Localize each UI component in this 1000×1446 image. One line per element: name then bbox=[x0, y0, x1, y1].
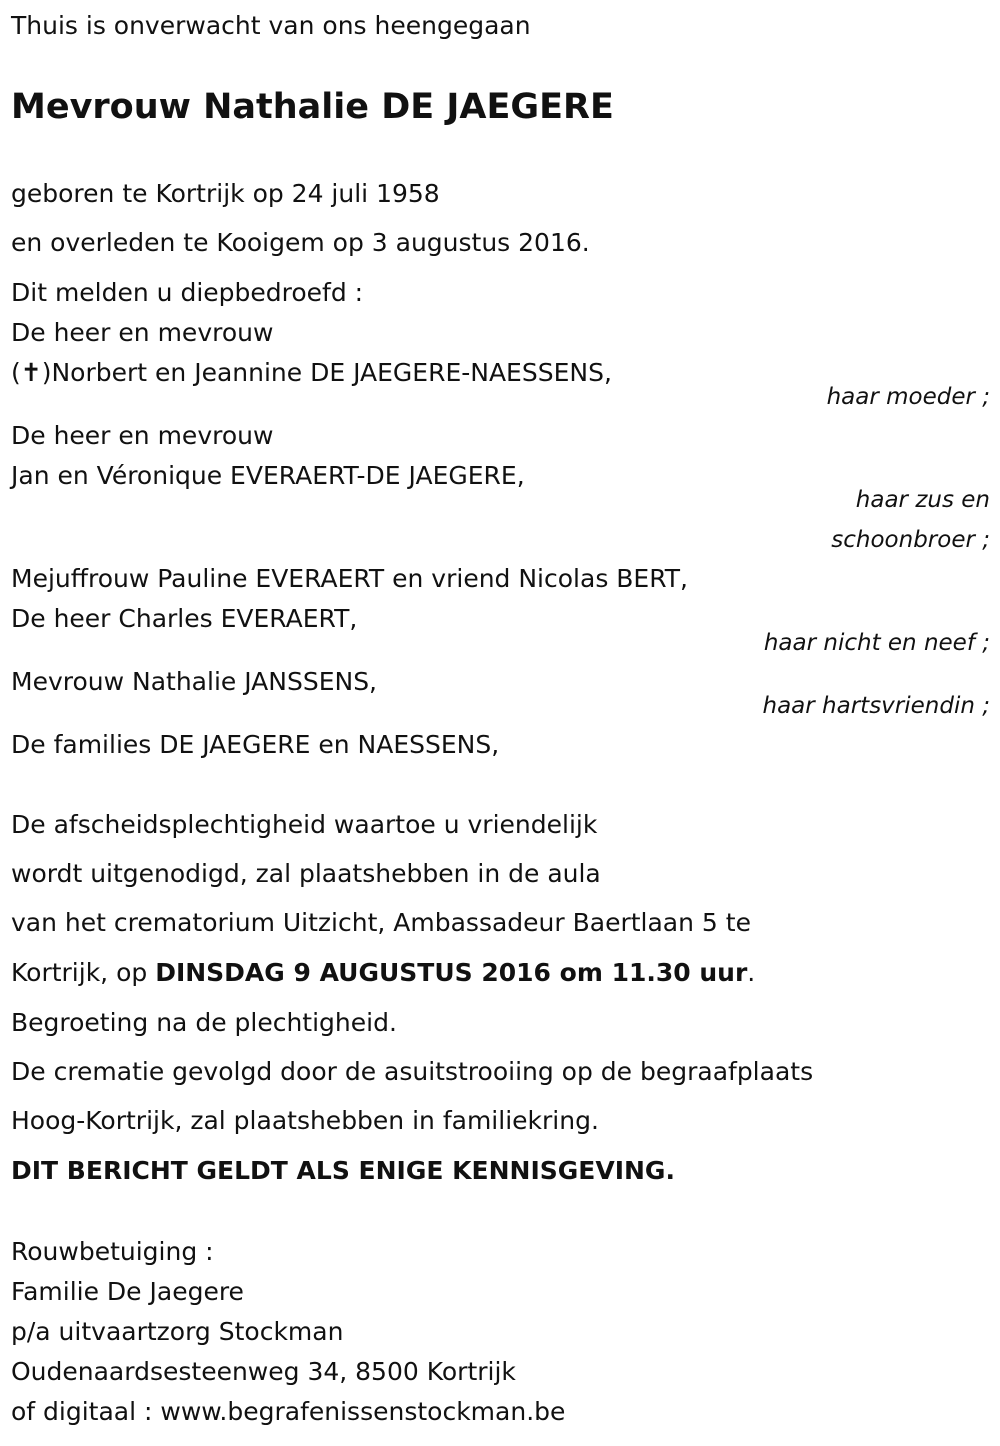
birth-line: geboren te Kortrijk op 24 juli 1958 bbox=[11, 179, 440, 208]
condolence-line-2: p/a uitvaartzorg Stockman bbox=[11, 1317, 344, 1346]
family-parents-names: (✝)Norbert en Jeannine DE JAEGERE-NAESSENS, bbox=[11, 358, 612, 387]
relation-friend: haar hartsvriendin ; bbox=[762, 693, 990, 719]
ceremony-line-4: Kortrijk, op DINSDAG 9 AUGUSTUS 2016 om 11.30 uur. bbox=[11, 958, 756, 987]
ceremony-line-5: Begroeting na de plechtigheid. bbox=[11, 1008, 397, 1037]
relation-sister-2: schoonbroer ; bbox=[831, 527, 990, 553]
announce-line: Dit melden u diepbedroefd : bbox=[11, 278, 364, 307]
family-sister-names: Jan en Véronique EVERAERT-DE JAEGERE, bbox=[11, 461, 525, 490]
intro-text: Thuis is onverwacht van ons heengegaan bbox=[11, 11, 531, 40]
ceremony-line-2: wordt uitgenodigd, zal plaatshebben in de aula bbox=[11, 859, 601, 888]
death-line: en overleden te Kooigem op 3 augustus 2016. bbox=[11, 228, 590, 257]
ceremony-line-1: De afscheidsplechtigheid waartoe u vriendelijk bbox=[11, 810, 598, 839]
family-nephew: De heer Charles EVERAERT, bbox=[11, 604, 358, 633]
cross-icon: ✝ bbox=[20, 358, 42, 387]
condolence-line-1: Familie De Jaegere bbox=[11, 1277, 244, 1306]
friend-name: Mevrouw Nathalie JANSSENS, bbox=[11, 667, 378, 696]
ceremony-line-7: Hoog-Kortrijk, zal plaatshebben in familiekring. bbox=[11, 1106, 599, 1135]
relation-mother: haar moeder ; bbox=[826, 384, 990, 410]
condolence-line-3: Oudenaardsesteenweg 34, 8500 Kortrijk bbox=[11, 1357, 516, 1386]
family-niece: Mejuffrouw Pauline EVERAERT en vriend Nicolas BERT, bbox=[11, 564, 689, 593]
deceased-name: Mevrouw Nathalie DE JAEGERE bbox=[11, 87, 614, 127]
condolence-line-4: of digitaal : www.begrafenissenstockman.be bbox=[11, 1397, 566, 1426]
family-parents-title: De heer en mevrouw bbox=[11, 318, 274, 347]
condolence-heading: Rouwbetuiging : bbox=[11, 1237, 214, 1266]
family-sister-title: De heer en mevrouw bbox=[11, 421, 274, 450]
ceremony-line-3: van het crematorium Uitzicht, Ambassadeur Baertlaan 5 te bbox=[11, 908, 751, 937]
ceremony-datetime: DINSDAG 9 AUGUSTUS 2016 om 11.30 uur bbox=[155, 958, 748, 987]
relation-sister-1: haar zus en bbox=[855, 487, 990, 513]
families-line: De families DE JAEGERE en NAESSENS, bbox=[11, 730, 500, 759]
ceremony-line-6: De crematie gevolgd door de asuitstrooiing op de begraafplaats bbox=[11, 1057, 814, 1086]
relation-niece-nephew: haar nicht en neef ; bbox=[763, 630, 990, 656]
notice-line: DIT BERICHT GELDT ALS ENIGE KENNISGEVING. bbox=[11, 1156, 675, 1185]
